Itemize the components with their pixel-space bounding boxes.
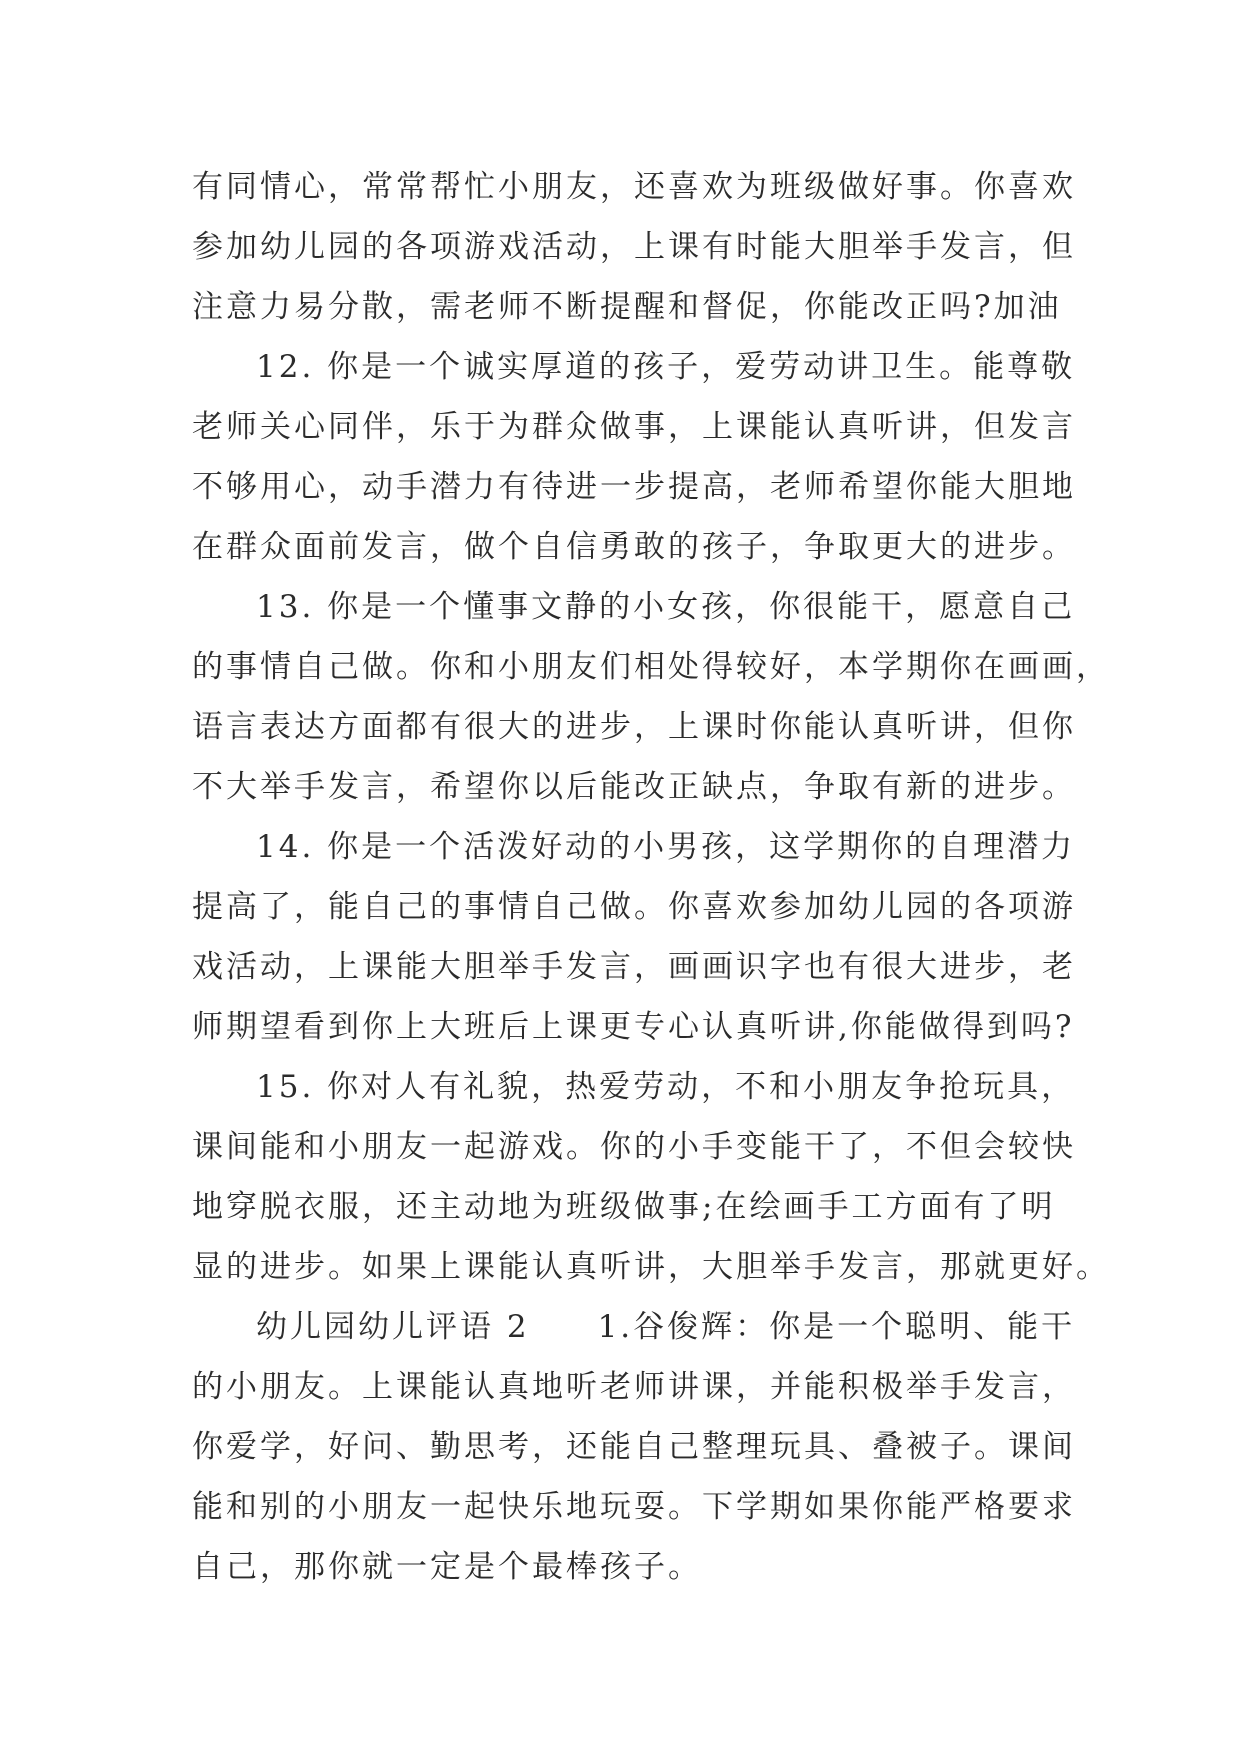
- body-text: [192, 157, 1110, 1597]
- text-line: 不大举手发言，希望你以后能改正缺点，争取有新的进步。: [192, 769, 1076, 805]
- text-line: 参加幼儿园的各项游戏活动，上课有时能大胆举手发言，但: [192, 229, 1076, 265]
- text-line: 12. 你是一个诚实厚道的孩子，爱劳动讲卫生。能尊敬: [256, 349, 1076, 385]
- text-line: 戏活动，上课能大胆举手发言，画画识字也有很大进步，老: [192, 949, 1076, 985]
- text-line: 幼儿园幼儿评语 2 1.谷俊辉：你是一个聪明、能干: [256, 1309, 1076, 1345]
- text-line: 有同情心，常常帮忙小朋友，还喜欢为班级做好事。你喜欢: [192, 169, 1076, 205]
- text-line: 13. 你是一个懂事文静的小女孩，你很能干，愿意自己: [256, 589, 1076, 625]
- text-line: 地穿脱衣服，还主动地为班级做事;在绘画手工方面有了明: [192, 1189, 1056, 1225]
- text-line: 提高了，能自己的事情自己做。你喜欢参加幼儿园的各项游: [192, 889, 1076, 925]
- text-line: 的小朋友。上课能认真地听老师讲课，并能积极举手发言，: [192, 1369, 1076, 1405]
- text-line: 注意力易分散，需老师不断提醒和督促，你能改正吗?加油: [192, 289, 1062, 325]
- text-line: 14. 你是一个活泼好动的小男孩，这学期你的自理潜力: [256, 829, 1076, 865]
- text-line: 老师关心同伴，乐于为群众做事，上课能认真听讲，但发言: [192, 409, 1076, 445]
- text-line: 课间能和小朋友一起游戏。你的小手变能干了，不但会较快: [192, 1129, 1076, 1165]
- text-line: 不够用心，动手潜力有待进一步提高，老师希望你能大胆地: [192, 469, 1076, 505]
- text-line: 显的进步。如果上课能认真听讲，大胆举手发言，那就更好。: [192, 1249, 1110, 1285]
- text-line: 语言表达方面都有很大的进步，上课时你能认真听讲，但你: [192, 709, 1076, 745]
- text-line: 自己，那你就一定是个最棒孩子。: [192, 1549, 702, 1585]
- text-line: 你爱学，好问、勤思考，还能自己整理玩具、叠被子。课间: [192, 1429, 1076, 1465]
- text-line: 师期望看到你上大班后上课更专心认真听讲,你能做得到吗?: [192, 1009, 1075, 1045]
- text-line: 在群众面前发言，做个自信勇敢的孩子，争取更大的进步。: [192, 529, 1076, 565]
- text-line: 15. 你对人有礼貌，热爱劳动，不和小朋友争抢玩具，: [256, 1069, 1076, 1105]
- text-line: 的事情自己做。你和小朋友们相处得较好，本学期你在画画，: [192, 649, 1110, 685]
- text-line: 能和别的小朋友一起快乐地玩耍。下学期如果你能严格要求: [192, 1489, 1076, 1525]
